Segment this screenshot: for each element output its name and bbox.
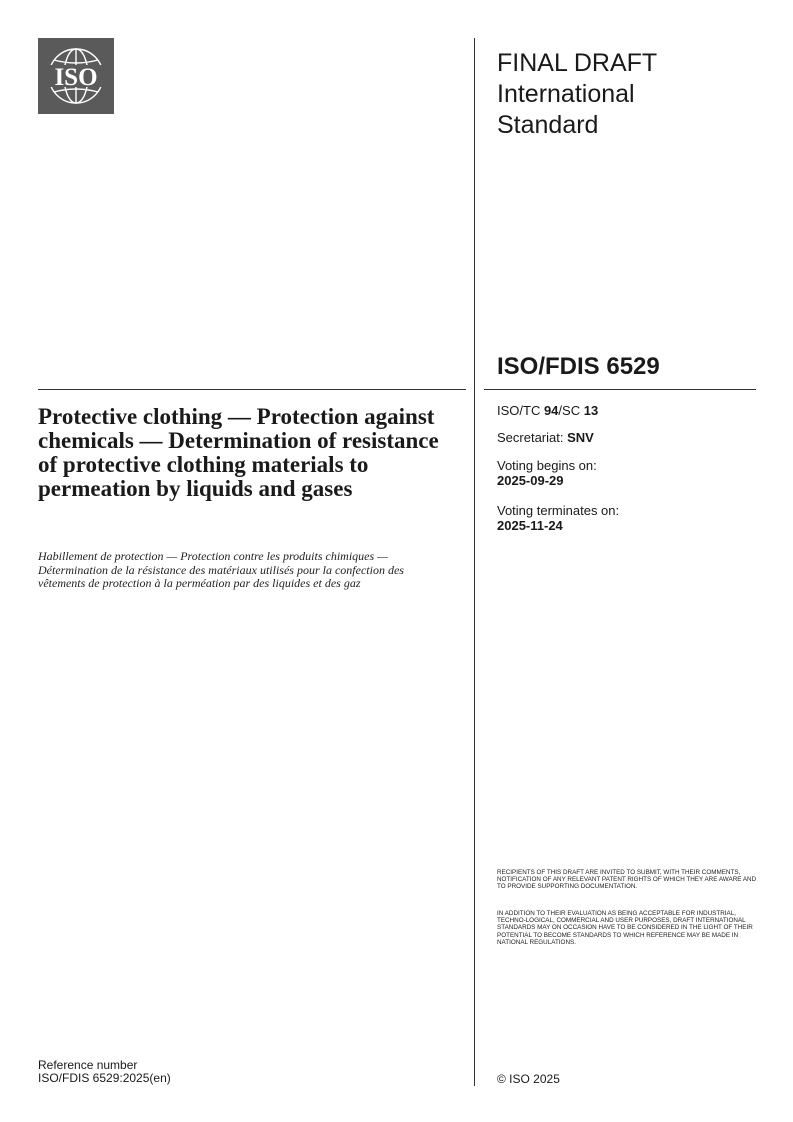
voting-terminates-label: Voting terminates on:: [497, 503, 620, 518]
committee-info: [497, 403, 598, 418]
document-type-heading: [497, 48, 757, 141]
right-horizontal-divider: [484, 389, 756, 390]
secretariat-info: [497, 430, 594, 445]
heading-line-final-draft: FINAL DRAFT: [497, 49, 658, 77]
voting-terminates-date: 2025-11-24: [497, 518, 563, 533]
reference-number: [38, 1059, 171, 1085]
reference-value: ISO/FDIS 6529:2025(en): [38, 1071, 171, 1085]
reference-label: Reference number: [38, 1058, 138, 1072]
committee-sc: 13: [583, 403, 599, 418]
committee-prefix: ISO/TC: [497, 403, 544, 418]
secretariat-value: SNV: [567, 430, 594, 445]
notice-paragraph-1: RECIPIENTS OF THIS DRAFT ARE INVITED TO SUBMIT, WITH THEIR COMMENTS, NOTIFICATION OF ANY RELEVANT PATENT RIGHTS OF WHICH THEY ARE AWARE AND TO PROVIDE SUPPORTING DOCUMENTATION.: [497, 869, 757, 891]
voting-begins: [497, 458, 597, 488]
voting-terminates: [497, 503, 619, 533]
notice-paragraph-2: IN ADDITION TO THEIR EVALUATION AS BEING ACCEPTABLE FOR INDUSTRIAL, TECHNO-LOGICAL, COMMERCIAL AND USER PURPOSES, DRAFT INTERNATIONAL STANDARDS MAY ON OCCASION HAVE TO BE CONSIDERED IN THE LIGHT OF THEIR POTENTIAL TO BECOME STANDARDS TO WHICH REFERENCE MAY BE MADE IN NATIONAL REGULATIONS.: [497, 910, 753, 946]
french-title: Habillement de protection — Protection contre les produits chimiques — Détermination de la résistance des matériaux utilisés pour la confection des vêtements de protection à la perméation par des liquides et des gaz: [38, 549, 404, 590]
voting-begins-label: Voting begins on:: [497, 458, 597, 473]
document-title: Protective clothing — Protection against chemicals — Determination of resistance of protective clothing materials to permeation by liquids and gases: [38, 404, 439, 501]
standard-code: ISO/FDIS 6529: [497, 353, 660, 380]
globe-icon: [38, 38, 114, 114]
logo-text: ISO: [54, 64, 98, 91]
voting-begins-date: 2025-09-29: [497, 473, 564, 488]
committee-tc: 94: [543, 403, 559, 418]
heading-line-standard: Standard: [497, 111, 599, 139]
left-horizontal-divider: [38, 389, 466, 390]
vertical-divider: [474, 38, 475, 1086]
committee-sep: /SC: [558, 403, 584, 418]
secretariat-label: Secretariat:: [497, 430, 568, 445]
heading-line-international: International: [497, 80, 635, 108]
copyright-notice: © ISO 2025: [497, 1072, 560, 1086]
iso-logo: [38, 38, 114, 114]
